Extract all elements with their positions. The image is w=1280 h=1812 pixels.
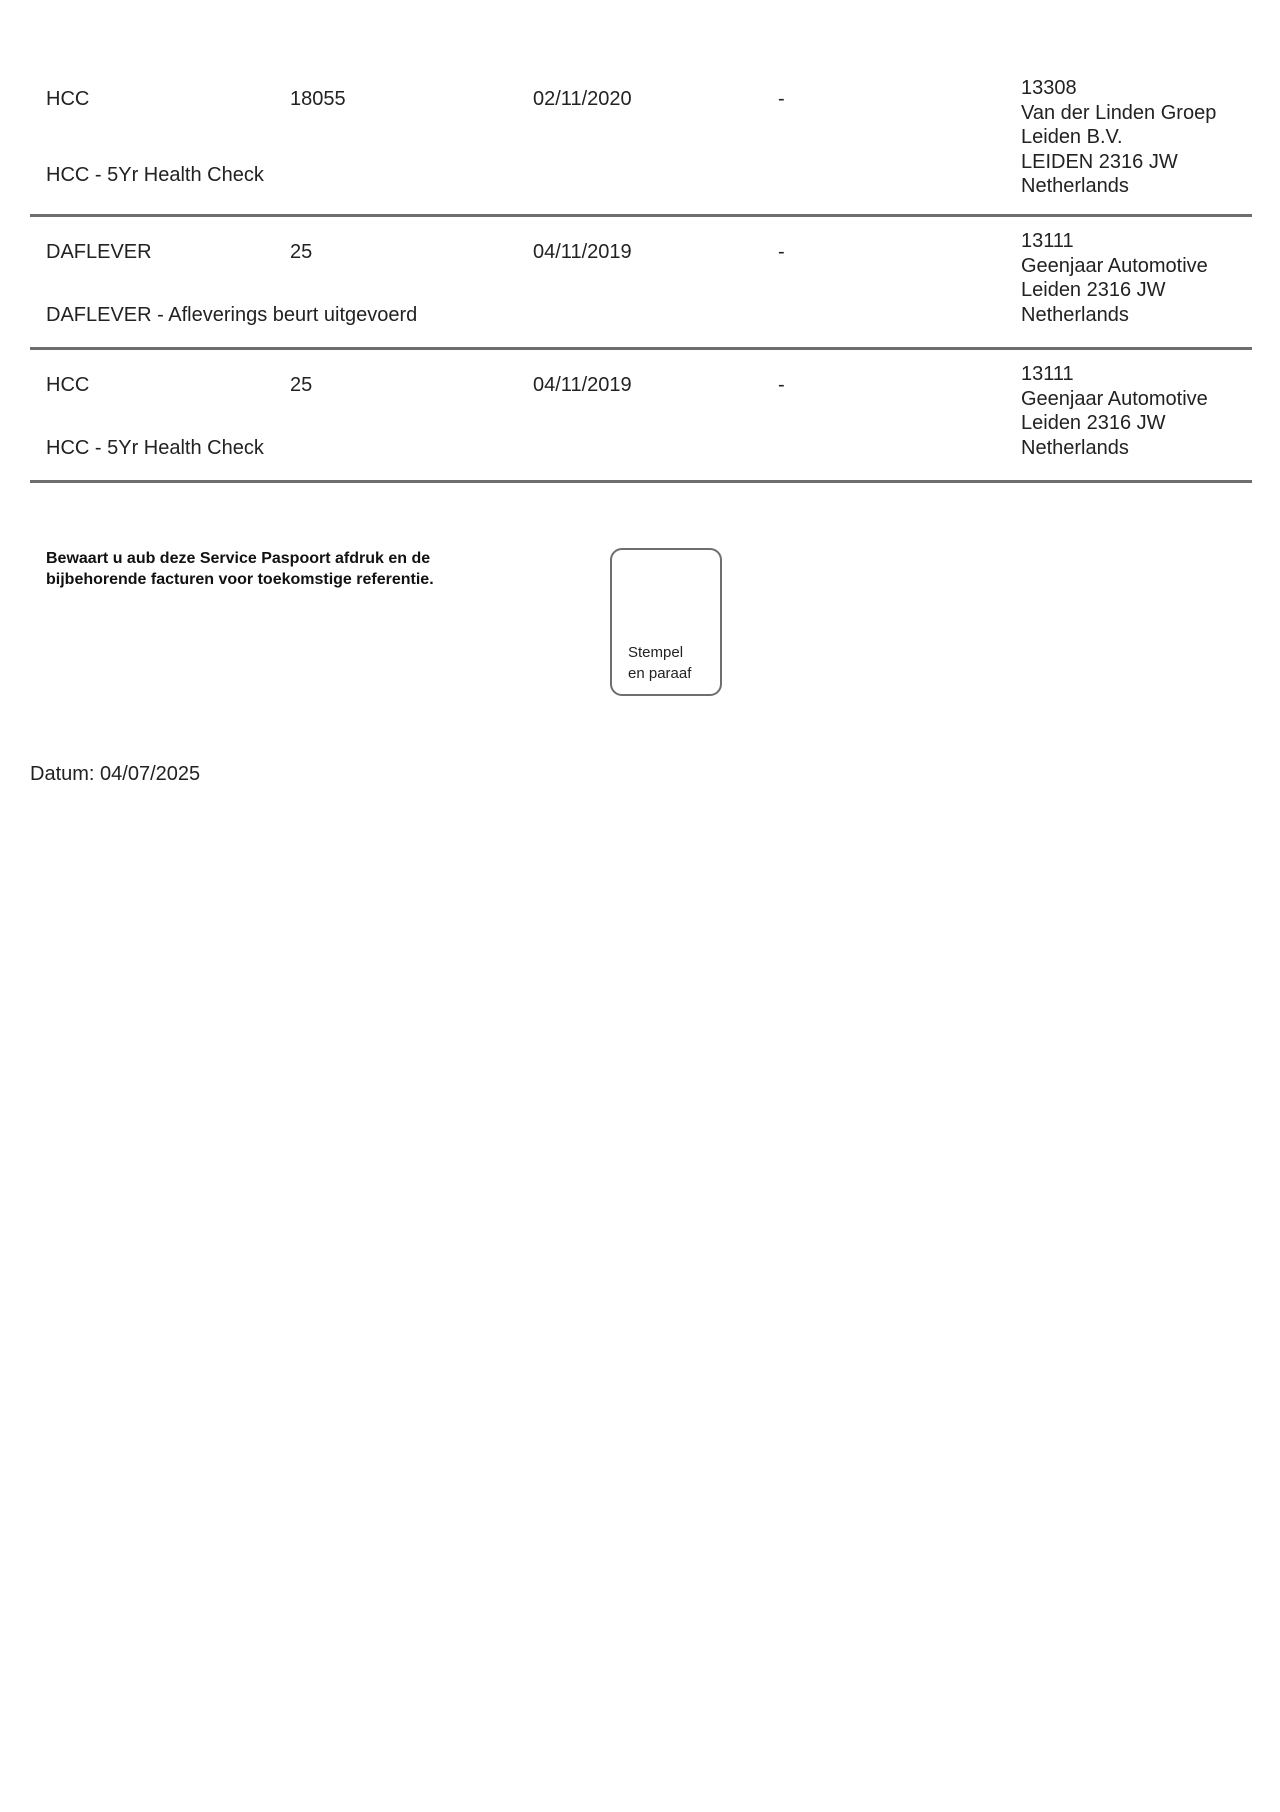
service-description: HCC - 5Yr Health Check <box>46 437 264 459</box>
service-number: 25 <box>290 241 313 263</box>
dealer-address-line: Netherlands <box>1021 175 1129 197</box>
service-code: DAFLEVER <box>46 241 152 263</box>
service-code: HCC <box>46 88 90 110</box>
dealer-address-line: LEIDEN 2316 JW <box>1021 150 1178 173</box>
service-record <box>30 217 1252 350</box>
stamp-label-line: en paraaf <box>628 665 692 682</box>
service-number: 18055 <box>290 88 346 110</box>
dealer-address <box>1021 362 1208 460</box>
dealer-address-line: Netherlands <box>1021 436 1129 459</box>
service-date: 02/11/2020 <box>533 88 632 110</box>
stamp-box <box>610 548 722 696</box>
dealer-address-line: Geenjaar Automotive <box>1021 387 1208 410</box>
retention-notice <box>46 548 434 590</box>
print-date: Datum: 04/07/2025 <box>30 763 201 785</box>
retention-notice-line: bijbehorende facturen voor toekomstige referentie. <box>46 571 434 588</box>
stamp-label-line: Stempel <box>628 644 684 661</box>
service-code: HCC <box>46 374 90 396</box>
service-dash: - <box>778 241 785 263</box>
service-date: 04/11/2019 <box>533 241 632 263</box>
retention-notice-line: Bewaart u aub deze Service Paspoort afdruk en de <box>46 550 431 567</box>
dealer-address <box>1021 229 1208 327</box>
service-dash: - <box>778 374 785 396</box>
service-description: DAFLEVER - Afleverings beurt uitgevoerd <box>46 304 418 326</box>
dealer-address-line: Netherlands <box>1021 303 1129 326</box>
service-description: HCC - 5Yr Health Check <box>46 164 264 186</box>
service-records-table <box>30 0 1252 483</box>
dealer-address-line: Leiden 2316 JW <box>1021 279 1166 301</box>
dealer-address-line: Geenjaar Automotive <box>1021 254 1208 277</box>
dealer-address-line: Van der Linden Groep <box>1021 101 1217 124</box>
dealer-id: 13308 <box>1021 77 1077 99</box>
service-date: 04/11/2019 <box>533 374 632 396</box>
dealer-address-line: Leiden 2316 JW <box>1021 412 1166 434</box>
stamp-label <box>628 642 691 684</box>
service-number: 25 <box>290 374 313 396</box>
service-dash: - <box>778 88 785 110</box>
service-record <box>30 0 1252 217</box>
service-record <box>30 350 1252 483</box>
dealer-address <box>1021 76 1216 199</box>
dealer-address-line: Leiden B.V. <box>1021 126 1123 148</box>
dealer-id: 13111 <box>1021 363 1074 385</box>
dealer-id: 13111 <box>1021 230 1074 252</box>
